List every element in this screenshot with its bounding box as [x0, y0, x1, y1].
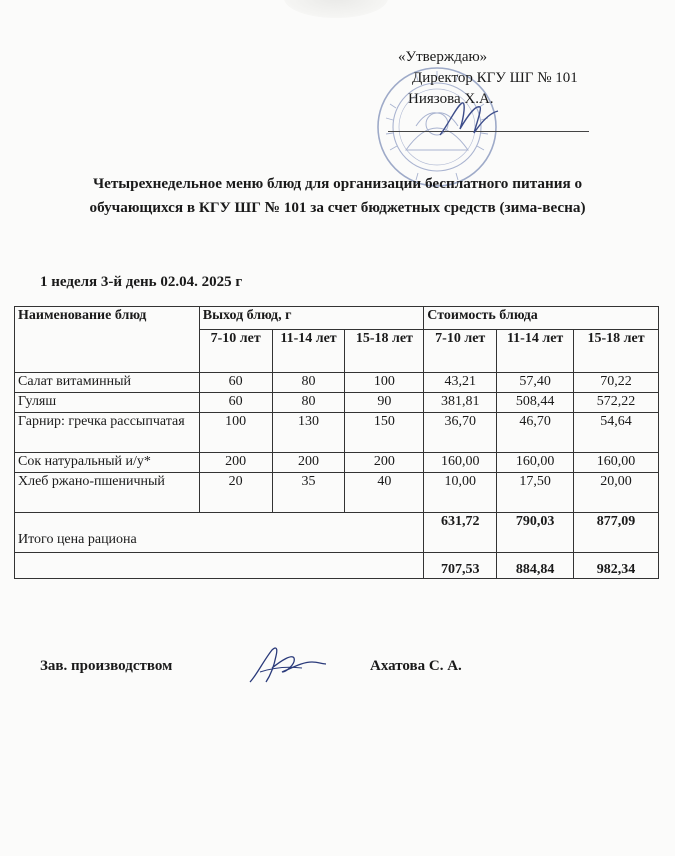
- approval-signer: Ниязова Х.А.: [408, 91, 494, 107]
- cost-cell: 17,50: [497, 473, 574, 513]
- document-title: [14, 172, 661, 220]
- header-age-cost: 15-18 лет: [574, 330, 659, 373]
- empty-cell: [15, 553, 424, 579]
- menu-table: [14, 306, 659, 579]
- yield-cell: 100: [345, 373, 424, 393]
- table-row: [15, 453, 659, 473]
- cost-cell: 36,70: [424, 413, 497, 453]
- cost-cell: 381,81: [424, 393, 497, 413]
- yield-cell: 60: [199, 393, 272, 413]
- header-age-cost: 11-14 лет: [497, 330, 574, 373]
- table-row: [15, 373, 659, 393]
- yield-cell: 90: [345, 393, 424, 413]
- total-cost-cell: 884,84: [497, 553, 574, 579]
- total-cost-cell: 982,34: [574, 553, 659, 579]
- cost-cell: 160,00: [497, 453, 574, 473]
- yield-cell: 100: [199, 413, 272, 453]
- yield-cell: 20: [199, 473, 272, 513]
- cost-cell: 508,44: [497, 393, 574, 413]
- header-dish-name: Наименование блюд: [15, 307, 200, 373]
- total-cost-cell: 790,03: [497, 513, 574, 553]
- dish-name: Гарнир: гречка рассыпчатая: [15, 413, 200, 453]
- yield-cell: 200: [199, 453, 272, 473]
- header-age-cost: 7-10 лет: [424, 330, 497, 373]
- cost-cell: 43,21: [424, 373, 497, 393]
- table-row: [15, 413, 659, 453]
- director-signature-image: [436, 95, 502, 143]
- header-cost: Стоимость блюда: [424, 307, 659, 330]
- yield-cell: 130: [272, 413, 345, 453]
- dish-name: Хлеб ржано-пшеничный: [15, 473, 200, 513]
- table-row: [15, 473, 659, 513]
- footer-name: Ахатова С. А.: [370, 658, 462, 674]
- total-cost-cell: 707,53: [424, 553, 497, 579]
- footer-role: Зав. производством: [40, 658, 173, 674]
- dish-name: Сок натуральный и/у*: [15, 453, 200, 473]
- cost-cell: 572,22: [574, 393, 659, 413]
- total-cost-cell: 631,72: [424, 513, 497, 553]
- yield-cell: 80: [272, 393, 345, 413]
- header-age-yield: 7-10 лет: [199, 330, 272, 373]
- cost-cell: 10,00: [424, 473, 497, 513]
- dish-name: Гуляш: [15, 393, 200, 413]
- title-line-2: обучающихся в КГУ ШГ № 101 за счет бюджетных средств (зима-весна): [89, 199, 586, 216]
- cost-cell: 160,00: [424, 453, 497, 473]
- cost-cell: 160,00: [574, 453, 659, 473]
- week-day-label: 1 неделя 3-й день 02.04. 2025 г: [40, 274, 243, 290]
- table-total-row: [15, 513, 659, 553]
- approval-position: Директор КГУ ШГ № 101: [412, 70, 578, 86]
- yield-cell: 35: [272, 473, 345, 513]
- yield-cell: 60: [199, 373, 272, 393]
- yield-cell: 200: [345, 453, 424, 473]
- cost-cell: 20,00: [574, 473, 659, 513]
- header-age-yield: 11-14 лет: [272, 330, 345, 373]
- header-age-yield: 15-18 лет: [345, 330, 424, 373]
- table-total-row: [15, 553, 659, 579]
- total-cost-cell: 877,09: [574, 513, 659, 553]
- manager-signature-image: [242, 638, 328, 690]
- cost-cell: 46,70: [497, 413, 574, 453]
- title-line-1: Четырехнедельное меню блюд для организации бесплатного питания о: [92, 175, 583, 192]
- yield-cell: 80: [272, 373, 345, 393]
- yield-cell: 150: [345, 413, 424, 453]
- yield-cell: 40: [345, 473, 424, 513]
- table-row: [15, 393, 659, 413]
- cost-cell: 57,40: [497, 373, 574, 393]
- total-label: Итого цена рациона: [15, 513, 424, 553]
- dish-name: Салат витаминный: [15, 373, 200, 393]
- cost-cell: 70,22: [574, 373, 659, 393]
- cost-cell: 54,64: [574, 413, 659, 453]
- header-yield: Выход блюд, г: [199, 307, 424, 330]
- approval-heading: «Утверждаю»: [398, 49, 488, 65]
- paper-fold-shadow: [284, 0, 388, 18]
- yield-cell: 200: [272, 453, 345, 473]
